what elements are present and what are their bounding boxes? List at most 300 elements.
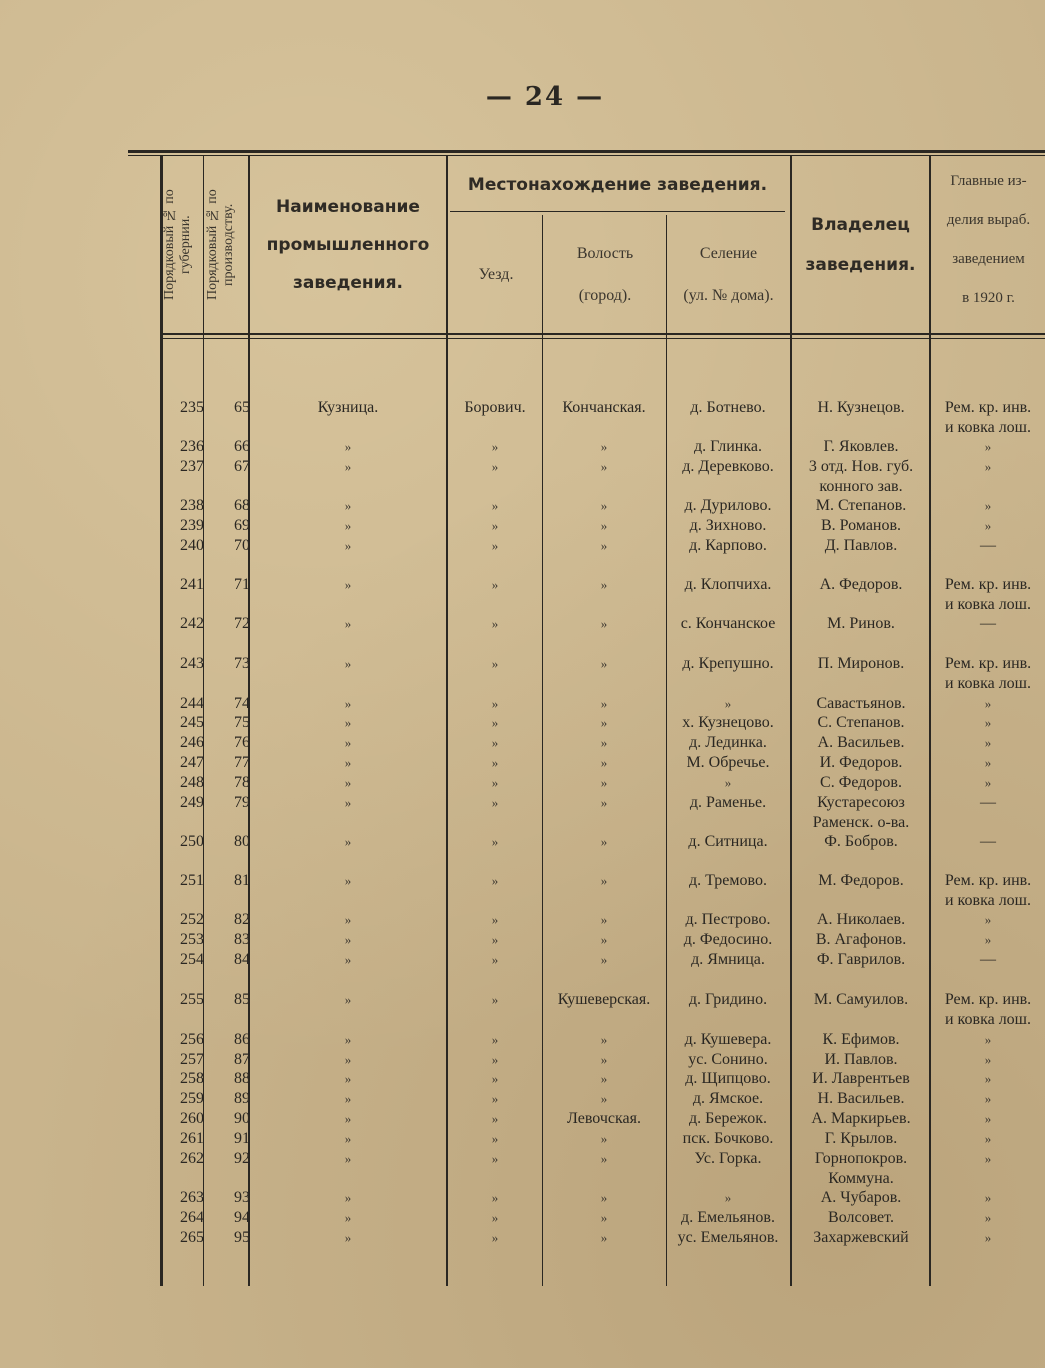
table-row [160, 694, 1045, 714]
uezd-cell: » [491, 1032, 499, 1047]
table-row [160, 496, 1045, 516]
num-gub-cell: 236 [180, 438, 204, 455]
owner-cell-line2: Коммуна. [828, 1170, 894, 1187]
selenie-cell: д. Гридино. [688, 991, 768, 1008]
header-num-gub: Порядковый № по губернии. [162, 189, 193, 301]
table-row [160, 1228, 1045, 1248]
num-gub-cell: 249 [180, 794, 204, 811]
products-cell: » [984, 1151, 992, 1166]
name-cell: » [344, 498, 352, 513]
uezd-cell: » [491, 1091, 499, 1106]
num-prod-cell: 66 [234, 438, 250, 455]
num-prod-cell: 87 [234, 1051, 250, 1068]
table-row [160, 1188, 1045, 1208]
uezd-cell: Борович. [464, 399, 526, 416]
name-cell: » [344, 656, 352, 671]
uezd-cell: » [491, 834, 499, 849]
owner-cell: Н. Васильев. [817, 1090, 905, 1107]
num-prod-cell: 65 [234, 399, 250, 416]
products-cell: — [980, 537, 996, 554]
header-rule-thin [160, 338, 1045, 339]
products-cell: » [984, 932, 992, 947]
products-cell-line2: и ковка лош. [944, 1011, 1031, 1028]
table-row [160, 575, 1045, 595]
volost-cell: » [600, 715, 608, 730]
header-selenie-line2: (ул. № дома). [683, 287, 774, 304]
num-gub-cell: 258 [180, 1070, 204, 1087]
header-products-line3: заведением [952, 251, 1025, 267]
name-cell: » [344, 439, 352, 454]
name-cell: » [344, 696, 352, 711]
volost-cell: » [600, 1032, 608, 1047]
header-owner-line1: Владелец [811, 215, 910, 235]
name-cell: » [344, 1131, 352, 1146]
num-prod-cell: 73 [234, 655, 250, 672]
num-gub-cell: 262 [180, 1150, 204, 1167]
selenie-cell: д. Ситница. [688, 833, 768, 850]
products-cell: » [984, 696, 992, 711]
volost-cell: » [600, 775, 608, 790]
num-gub-cell: 240 [180, 537, 204, 554]
header-volost-line2: (город). [578, 287, 632, 304]
owner-cell: М. Федоров. [818, 872, 904, 889]
num-gub-cell: 255 [180, 991, 204, 1008]
header-volost [544, 233, 666, 317]
num-prod-cell: 80 [234, 833, 250, 850]
num-gub-cell: 261 [180, 1130, 204, 1147]
uezd-cell: » [491, 577, 499, 592]
table-row [160, 437, 1045, 457]
num-gub-cell: 254 [180, 951, 204, 968]
name-cell: » [344, 735, 352, 750]
name-cell: » [344, 755, 352, 770]
table-row [160, 950, 1045, 970]
num-gub-cell: 250 [180, 833, 204, 850]
selenie-cell: с. Кончанское [680, 615, 776, 632]
name-cell: » [344, 1210, 352, 1225]
owner-cell: 3 отд. Нов. губ. [808, 458, 914, 475]
name-cell: » [344, 715, 352, 730]
products-cell: » [984, 518, 992, 533]
volost-cell: » [600, 1071, 608, 1086]
volost-cell: » [600, 616, 608, 631]
uezd-cell: » [491, 735, 499, 750]
owner-cell: Ф. Гаврилов. [816, 951, 906, 968]
products-cell: Рем. кр. инв. [944, 655, 1032, 672]
name-cell: » [344, 616, 352, 631]
uezd-cell: » [491, 795, 499, 810]
products-cell: » [984, 1091, 992, 1106]
num-prod-cell: 86 [234, 1031, 250, 1048]
table-row [160, 793, 1045, 813]
selenie-cell: х. Кузнецово. [682, 714, 774, 731]
owner-cell: Г. Крылов. [824, 1130, 898, 1147]
num-prod-cell: 83 [234, 931, 250, 948]
volost-cell: Кончанская. [562, 399, 646, 416]
table-row [160, 1109, 1045, 1129]
name-cell: » [344, 873, 352, 888]
owner-cell: И. Федоров. [819, 754, 903, 771]
selenie-cell: д. Тремово. [689, 872, 767, 889]
header-name-line3: заведения. [293, 273, 403, 293]
selenie-cell: д. Лединка. [689, 734, 767, 751]
volost-cell: » [600, 1210, 608, 1225]
products-cell: » [984, 1111, 992, 1126]
selenie-cell: д. Раменье. [689, 794, 767, 811]
selenie-cell: д. Деревково. [682, 458, 774, 475]
uezd-cell: » [491, 1111, 499, 1126]
owner-cell: Д. Павлов. [824, 537, 898, 554]
num-prod-cell: 75 [234, 714, 250, 731]
name-cell: » [344, 1190, 352, 1205]
products-cell-line2: и ковка лош. [944, 419, 1031, 436]
table-row [160, 614, 1045, 634]
num-gub-cell: 244 [180, 695, 204, 712]
owner-cell: А. Федоров. [819, 576, 903, 593]
name-cell: » [344, 795, 352, 810]
table-row [160, 990, 1045, 1010]
num-prod-cell: 89 [234, 1090, 250, 1107]
num-prod-cell: 69 [234, 517, 250, 534]
products-cell: — [980, 833, 996, 850]
products-cell: » [984, 1230, 992, 1245]
products-cell: — [980, 951, 996, 968]
location-rule [450, 211, 785, 212]
name-cell: » [344, 538, 352, 553]
table-row [160, 398, 1045, 418]
volost-cell: » [600, 696, 608, 711]
selenie-cell: д. Карпово. [689, 537, 767, 554]
owner-cell: М. Самуилов. [813, 991, 909, 1008]
products-cell: » [984, 775, 992, 790]
header-products-line2: делия выраб. [946, 212, 1031, 228]
num-prod-cell: 74 [234, 695, 250, 712]
volost-cell: » [600, 755, 608, 770]
uezd-cell: » [491, 518, 499, 533]
top-rule-thick [128, 150, 1045, 153]
name-cell: » [344, 992, 352, 1007]
volost-cell: » [600, 518, 608, 533]
volost-cell: » [600, 459, 608, 474]
uezd-cell: » [491, 1230, 499, 1245]
volost-cell: » [600, 795, 608, 810]
name-cell: » [344, 952, 352, 967]
table-row [160, 753, 1045, 773]
products-cell: » [984, 1032, 992, 1047]
products-cell: » [984, 498, 992, 513]
selenie-cell: д. Ямское. [692, 1090, 764, 1107]
num-prod-cell: 85 [234, 991, 250, 1008]
header-owner [793, 205, 928, 285]
name-cell: » [344, 912, 352, 927]
table-row [160, 1149, 1045, 1169]
selenie-cell: Ус. Горка. [694, 1150, 762, 1167]
table-row [160, 536, 1045, 556]
top-rule-thin [128, 155, 1045, 156]
volost-cell: » [600, 735, 608, 750]
owner-cell: И. Павлов. [824, 1051, 898, 1068]
name-cell: » [344, 518, 352, 533]
owner-cell: Горнопокров. [814, 1150, 908, 1167]
header-volost-line1: Волость [576, 245, 634, 262]
owner-cell: Савастьянов. [816, 695, 906, 712]
selenie-cell: ус. Емельянов. [677, 1229, 779, 1246]
products-cell: » [984, 1131, 992, 1146]
num-gub-cell: 245 [180, 714, 204, 731]
owner-cell: М. Степанов. [815, 497, 907, 514]
products-cell: » [984, 1210, 992, 1225]
volost-cell: » [600, 538, 608, 553]
num-prod-cell: 79 [234, 794, 250, 811]
volost-cell: » [600, 577, 608, 592]
uezd-cell: » [491, 459, 499, 474]
uezd-cell: » [491, 696, 499, 711]
num-prod-cell: 95 [234, 1229, 250, 1246]
num-prod-cell: 70 [234, 537, 250, 554]
name-cell: Кузница. [317, 399, 379, 416]
num-prod-cell: 67 [234, 458, 250, 475]
num-gub-cell: 263 [180, 1189, 204, 1206]
name-cell: » [344, 1032, 352, 1047]
products-cell: » [984, 715, 992, 730]
name-cell: » [344, 834, 352, 849]
selenie-cell: д. Ямница. [691, 951, 765, 968]
num-gub-cell: 259 [180, 1090, 204, 1107]
table-row [160, 1050, 1045, 1070]
uezd-cell: » [491, 1190, 499, 1205]
num-prod-cell: 71 [234, 576, 250, 593]
selenie-cell: д. Емельянов. [681, 1209, 775, 1226]
header-owner-line2: заведения. [805, 255, 916, 275]
table-row [160, 871, 1045, 891]
name-cell: » [344, 1071, 352, 1086]
num-gub-cell: 257 [180, 1051, 204, 1068]
num-gub-cell: 246 [180, 734, 204, 751]
selenie-cell: д. Бережок. [689, 1110, 767, 1127]
volost-cell: » [600, 1091, 608, 1106]
num-gub-cell: 251 [180, 872, 204, 889]
products-cell: » [984, 1052, 992, 1067]
volost-cell: » [600, 1230, 608, 1245]
table-row [160, 654, 1045, 674]
owner-cell: А. Николаев. [816, 911, 906, 928]
uezd-cell: » [491, 538, 499, 553]
selenie-cell: д. Ботнево. [690, 399, 766, 416]
name-cell: » [344, 1091, 352, 1106]
num-prod-cell: 92 [234, 1150, 250, 1167]
num-gub-cell: 265 [180, 1229, 204, 1246]
selenie-cell: д. Глинка. [694, 438, 762, 455]
num-gub-cell: 237 [180, 458, 204, 475]
name-cell: » [344, 1111, 352, 1126]
products-cell: — [980, 615, 996, 632]
uezd-cell: » [491, 616, 499, 631]
products-cell: — [980, 794, 996, 811]
num-prod-cell: 82 [234, 911, 250, 928]
num-prod-cell: 78 [234, 774, 250, 791]
header-num-prod: Порядковый № по производству. [205, 189, 236, 301]
owner-cell: С. Федоров. [820, 774, 902, 791]
volost-cell: Кушеверская. [557, 991, 651, 1008]
selenie-cell: д. Щипцово. [685, 1070, 771, 1087]
products-cell: » [984, 912, 992, 927]
table-row [160, 1208, 1045, 1228]
owner-cell: Н. Кузнецов. [817, 399, 905, 416]
volost-cell: Левочская. [566, 1110, 641, 1127]
owner-cell: Кустаресоюз [817, 794, 905, 811]
num-prod-cell: 91 [234, 1130, 250, 1147]
selenie-cell: ус. Сонино. [688, 1051, 768, 1068]
table-row [160, 910, 1045, 930]
owner-cell: Г. Яковлев. [823, 438, 899, 455]
volost-cell: » [600, 439, 608, 454]
table-row [160, 1069, 1045, 1089]
table-row [160, 930, 1045, 950]
num-gub-cell: 247 [180, 754, 204, 771]
selenie-cell: » [724, 775, 732, 790]
num-gub-cell: 248 [180, 774, 204, 791]
num-gub-cell: 252 [180, 911, 204, 928]
volost-cell: » [600, 834, 608, 849]
num-prod-cell: 90 [234, 1110, 250, 1127]
volost-cell: » [600, 656, 608, 671]
num-gub-cell: 239 [180, 517, 204, 534]
owner-cell: М. Ринов. [827, 615, 895, 632]
products-cell-line2: и ковка лош. [944, 596, 1031, 613]
products-cell: » [984, 1190, 992, 1205]
header-uezd: Уезд. [478, 266, 514, 283]
num-prod-cell: 68 [234, 497, 250, 514]
owner-cell-line2: конного зав. [819, 478, 903, 495]
uezd-cell: » [491, 656, 499, 671]
num-prod-cell: 94 [234, 1209, 250, 1226]
selenie-cell: » [724, 696, 732, 711]
owner-cell: А. Чубаров. [820, 1189, 902, 1206]
num-prod-cell: 72 [234, 615, 250, 632]
products-cell: » [984, 755, 992, 770]
volost-cell: » [600, 873, 608, 888]
selenie-cell: д. Федосино. [683, 931, 773, 948]
header-products-line1: Главные из- [950, 173, 1027, 189]
products-cell: Рем. кр. инв. [944, 991, 1032, 1008]
volost-cell: » [600, 1190, 608, 1205]
table-row [160, 713, 1045, 733]
name-cell: » [344, 1052, 352, 1067]
selenie-cell: » [724, 1190, 732, 1205]
num-gub-cell: 241 [180, 576, 204, 593]
name-cell: » [344, 775, 352, 790]
num-gub-cell: 238 [180, 497, 204, 514]
table-row [160, 1030, 1045, 1050]
owner-cell: С. Степанов. [817, 714, 905, 731]
header-selenie-line1: Селение [699, 245, 758, 262]
owner-cell: А. Маркирьев. [811, 1110, 911, 1127]
products-cell: » [984, 439, 992, 454]
header-products [932, 162, 1045, 318]
num-prod-cell: 76 [234, 734, 250, 751]
uezd-cell: » [491, 992, 499, 1007]
num-prod-cell: 88 [234, 1070, 250, 1087]
table-row [160, 1129, 1045, 1149]
num-gub-cell: 256 [180, 1031, 204, 1048]
selenie-cell: пск. Бочково. [682, 1130, 774, 1147]
volost-cell: » [600, 1131, 608, 1146]
uezd-cell: » [491, 715, 499, 730]
uezd-cell: » [491, 1071, 499, 1086]
num-prod-cell: 84 [234, 951, 250, 968]
num-prod-cell: 93 [234, 1189, 250, 1206]
products-cell: Рем. кр. инв. [944, 576, 1032, 593]
num-prod-cell: 81 [234, 872, 250, 889]
volost-cell: » [600, 498, 608, 513]
selenie-cell: д. Крепушно. [682, 655, 774, 672]
uezd-cell: » [491, 1151, 499, 1166]
header-name-line1: Наименование [276, 197, 420, 217]
header-location: Местонахождение заведения. [467, 175, 768, 195]
header-products-line4: в 1920 г. [962, 290, 1015, 306]
owner-cell: В. Агафонов. [815, 931, 907, 948]
products-cell: » [984, 1071, 992, 1086]
owner-cell: А. Васильев. [817, 734, 905, 751]
num-gub-cell: 264 [180, 1209, 204, 1226]
owner-cell: Захаржевский [813, 1229, 909, 1246]
uezd-cell: » [491, 1210, 499, 1225]
products-cell: Рем. кр. инв. [944, 872, 1032, 889]
table-row [160, 1089, 1045, 1109]
selenie-cell: д. Дурилово. [684, 497, 772, 514]
table-row [160, 773, 1045, 793]
num-gub-cell: 260 [180, 1110, 204, 1127]
header-rule-thick [160, 333, 1045, 335]
owner-cell: Волсовет. [828, 1209, 894, 1226]
uezd-cell: » [491, 439, 499, 454]
volost-cell: » [600, 932, 608, 947]
owner-cell: В. Романов. [820, 517, 902, 534]
owner-cell: П. Миронов. [817, 655, 905, 672]
header-name [252, 188, 444, 302]
selenie-cell: д. Клопчиха. [684, 576, 772, 593]
num-gub-cell: 243 [180, 655, 204, 672]
header-name-line2: промышленного [266, 235, 430, 255]
products-cell-line2: и ковка лош. [944, 675, 1031, 692]
uezd-cell: » [491, 775, 499, 790]
products-cell-line2: и ковка лош. [944, 892, 1031, 909]
table-row [160, 733, 1045, 753]
uezd-cell: » [491, 932, 499, 947]
uezd-cell: » [491, 755, 499, 770]
volost-cell: » [600, 912, 608, 927]
table-row [160, 516, 1045, 536]
name-cell: » [344, 459, 352, 474]
num-prod-cell: 77 [234, 754, 250, 771]
volost-cell: » [600, 952, 608, 967]
name-cell: » [344, 577, 352, 592]
header-selenie [667, 233, 790, 317]
table-row [160, 457, 1045, 477]
products-cell: Рем. кр. инв. [944, 399, 1032, 416]
name-cell: » [344, 932, 352, 947]
name-cell: » [344, 1151, 352, 1166]
name-cell: » [344, 1230, 352, 1245]
volost-cell: » [600, 1052, 608, 1067]
volost-cell: » [600, 1151, 608, 1166]
products-cell: » [984, 735, 992, 750]
selenie-cell: д. Зихново. [689, 517, 767, 534]
uezd-cell: » [491, 1052, 499, 1067]
selenie-cell: М. Обречье. [686, 754, 770, 771]
uezd-cell: » [491, 498, 499, 513]
num-gub-cell: 235 [180, 399, 204, 416]
